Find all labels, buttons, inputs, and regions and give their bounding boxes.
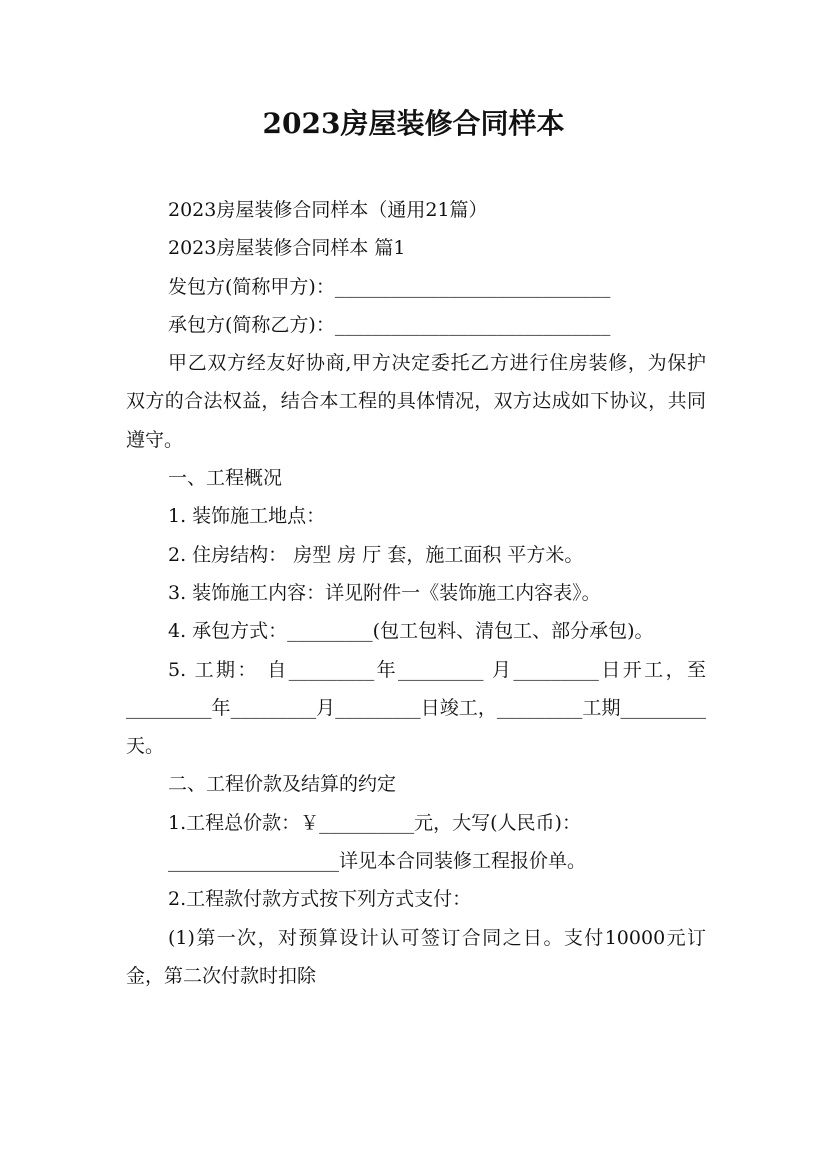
- item-construction-period: 5. 工期： 自_________年_________ 月_________日开工，至_________年_________月_________日竣工，_________工期_________天。: [126, 658, 706, 758]
- intro-paragraph: 甲乙双方经友好协商,甲方决定委托乙方进行住房装修，为保护双方的合法权益，结合本工程的具体情况，双方达成如下协议，共同遵守。: [126, 352, 706, 451]
- payment-first-installment: (1)第一次，对预算设计认可签订合同之日。支付10000元订金，第二次付款时扣除: [126, 926, 706, 987]
- payment-method-line: 2.工程款付款方式按下列方式支付：: [168, 888, 472, 911]
- party-a-line: 发包方(简称甲方)：_____________________________: [168, 275, 611, 298]
- price-total-line: 1.工程总价款：￥__________元，大写(人民币)：: [168, 811, 581, 834]
- document-body: [126, 191, 706, 995]
- item-housing-structure: 2. 住房结构： 房型 房 厅 套，施工面积 平方米。: [168, 543, 584, 566]
- section-heading: 2023房屋装修合同样本 篇1: [168, 237, 406, 260]
- price-total-continuation: __________________详见本合同装修工程报价单。: [168, 850, 587, 873]
- item-contract-method: 4. 承包方式：_________(包工包料、清包工、部分承包)。: [168, 620, 654, 643]
- heading-price-settlement: 二、工程价款及结算的约定: [168, 773, 397, 796]
- item-construction-content: 3. 装饰施工内容：详见附件一《装饰施工内容表》。: [168, 581, 601, 604]
- item-construction-site: 1. 装饰施工地点：: [168, 505, 326, 528]
- heading-project-overview: 一、工程概况: [168, 467, 283, 490]
- party-b-line: 承包方(简称乙方)：_____________________________: [168, 313, 611, 336]
- subtitle-line: 2023房屋装修合同样本（通用21篇）: [168, 199, 488, 221]
- document-title: 2023房屋装修合同样本: [262, 107, 565, 140]
